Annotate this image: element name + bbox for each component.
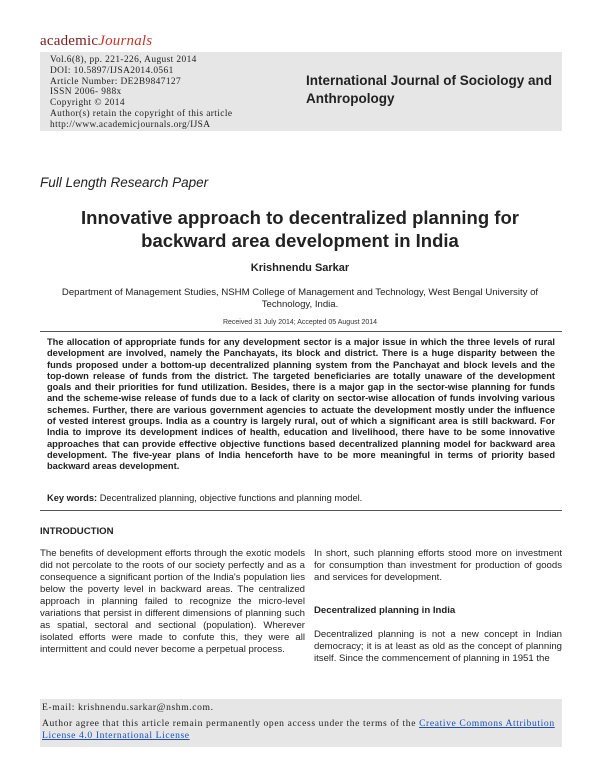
received-accepted-dates: Received 31 July 2014; Accepted 05 August 2014 bbox=[222, 319, 378, 326]
paper-title: Innovative approach to decentralized planning for backward area development in India bbox=[81, 207, 519, 251]
author-name: Krishnendu Sarkar bbox=[250, 262, 350, 274]
introduction-heading: INTRODUCTION bbox=[40, 526, 114, 537]
keywords-text: Decentralized planning, objective functions and planning model. bbox=[99, 493, 363, 503]
logo-part-journals: Journals bbox=[98, 33, 153, 49]
publisher-logo bbox=[40, 33, 152, 50]
meta-copyright: Copyright © 2014 bbox=[50, 98, 125, 109]
meta-doi: DOI: 10.5897/IJSA2014.0561 bbox=[50, 65, 174, 76]
meta-url[interactable]: http://www.academicjournals.org/IJSA bbox=[50, 119, 211, 130]
keywords-line bbox=[47, 493, 555, 503]
meta-issn: ISSN 2006- 988x bbox=[50, 87, 122, 98]
keywords-label: Key words: bbox=[47, 493, 98, 503]
introduction-right-column: In short, such planning efforts stood more on investment for consumption than investment for production of goods and services for development. bbox=[314, 548, 562, 584]
introduction-left-column: The benefits of development efforts through the exotic models did not percolate to the roots of our society perfectly and as a consequence a significant portion of the India's population lies below the poverty level in backward areas. The centralized approach in planning failed to recognize the micro-level variations that persist in different dimensions of planning such as spatial, sectoral and sectional (population). Wherever isolated efforts were made to confute this, they were all intermittent and could never become a perpetual process. bbox=[40, 548, 305, 656]
journal-title: International Journal of Sociology and Anthropology bbox=[306, 73, 553, 106]
logo-part-academic: academic bbox=[40, 33, 99, 49]
abstract-top-rule bbox=[40, 331, 562, 332]
license-link[interactable]: Creative Commons Attribution License 4.0 International License bbox=[42, 718, 555, 741]
abstract-bottom-rule bbox=[40, 510, 562, 511]
author-affiliation: Department of Management Studies, NSHM College of Management and Technology, West Bengal University of Technology, India. bbox=[61, 287, 539, 310]
meta-article-number: Article Number: DE2B9847127 bbox=[50, 76, 182, 87]
license-notice bbox=[42, 718, 557, 742]
license-text: Author agree that this article remain permanently open access under the terms of the bbox=[42, 718, 420, 729]
decentralized-planning-heading: Decentralized planning in India bbox=[314, 605, 456, 616]
author-email: E-mail: krishnendu.sarkar@nshm.com. bbox=[42, 702, 214, 713]
meta-rights: Author(s) retain the copyright of this article bbox=[50, 108, 233, 119]
meta-volume: Vol.6(8), pp. 221-226, August 2014 bbox=[50, 55, 197, 65]
article-meta bbox=[50, 55, 232, 131]
abstract-text: The allocation of appropriate funds for any development sector is a major issue in which the three levels of rural development are involved, namely the Panchayats, its block and district. There is a huge disparity between the funds proposed under a bottom-up decentralized planning system from the Panchayat and block levels and the top-down release of funds from the district. The targeted beneficiaries are totally unaware of the development goals and their priorities for fund utilization. Besides, there is a major gap in the sector-wise planning for funds and the scheme-wise release of funds due to a lack of clarity on sector-wise allocation of funds involving various schemes. Further, there are various government agencies to actuate the development mostly under the influence of vested interest groups. India as a country is largely rural, out of which a significant area is still backward. For India to improve its development indices of health, education and livelihood, there have to be some innovative approaches that can provide effective objective functions based decentralized planning model for backward area development. The five-year plans of India henceforth have to be more meaningful in terms of priority based backward areas development. bbox=[47, 337, 555, 472]
paper-type: Full Length Research Paper bbox=[40, 175, 209, 190]
decentralized-planning-text: Decentralized planning is not a new concept in Indian democracy; it is at least as old as the concept of planning itself. Since the commencement of planning in 1951 the bbox=[314, 629, 562, 665]
